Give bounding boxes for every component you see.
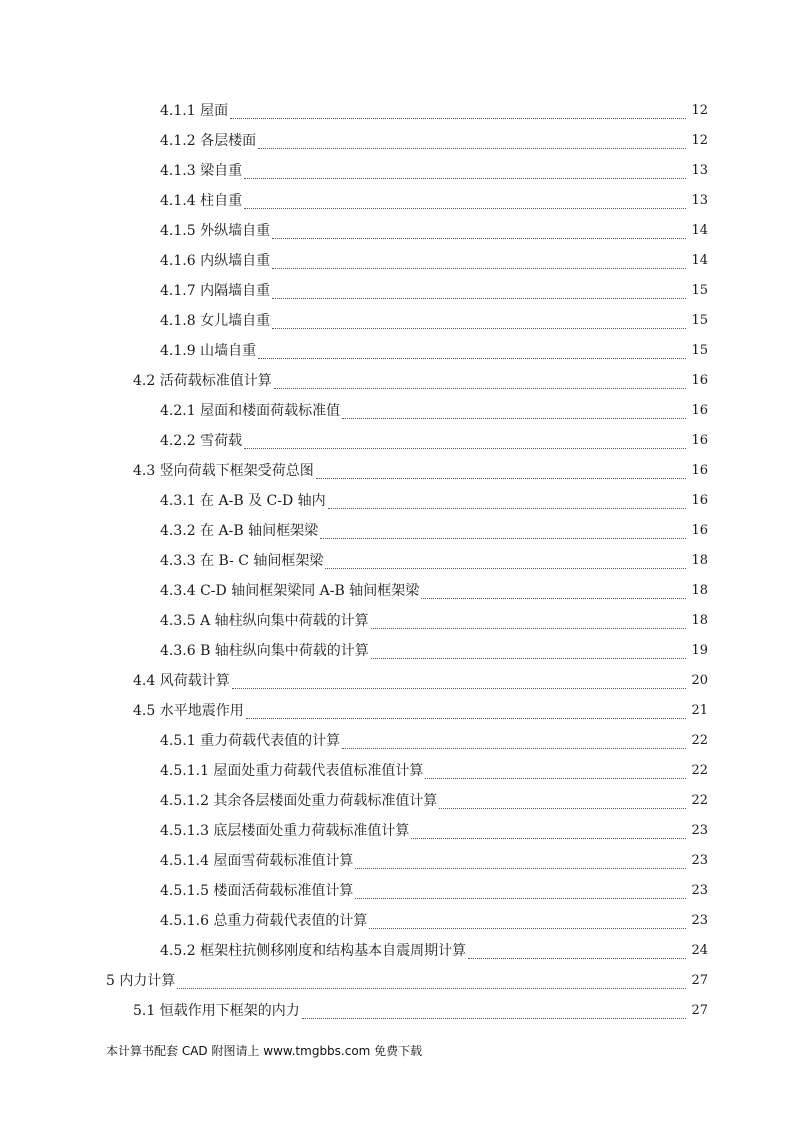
toc-entry-page-number: 22 xyxy=(691,733,708,748)
toc-dot-leader xyxy=(369,927,686,929)
toc-entry[interactable] xyxy=(0,636,794,666)
toc-entry-label: 4.1.6 内纵墙自重 xyxy=(160,253,271,269)
toc-entry[interactable] xyxy=(0,246,794,276)
toc-entry-page-number: 13 xyxy=(691,193,708,208)
toc-entry-page-number: 24 xyxy=(691,943,708,958)
toc-entry-label: 4.3.5 A 轴柱纵向集中荷载的计算 xyxy=(160,613,369,629)
toc-entry[interactable] xyxy=(0,786,794,816)
toc-entry-label: 4.5 水平地震作用 xyxy=(133,703,244,719)
toc-entry-label: 4.2.1 屋面和楼面荷载标准值 xyxy=(160,403,341,419)
toc-dot-leader xyxy=(421,597,686,599)
toc-entry-label: 4.2 活荷载标准值计算 xyxy=(133,373,272,389)
toc-entry-page-number: 13 xyxy=(691,163,708,178)
toc-entry[interactable] xyxy=(0,966,794,996)
toc-entry-label: 4.3.6 B 轴柱纵向集中荷载的计算 xyxy=(160,643,369,659)
toc-entry-label: 4.1.3 梁自重 xyxy=(160,163,243,179)
toc-entry[interactable] xyxy=(0,126,794,156)
toc-entry-page-number: 16 xyxy=(691,373,708,388)
toc-entry-label: 4.3.2 在 A-B 轴间框架梁 xyxy=(160,523,319,539)
toc-dot-leader xyxy=(272,237,686,239)
toc-dot-leader xyxy=(355,897,686,899)
toc-dot-leader xyxy=(246,717,686,719)
toc-entry[interactable] xyxy=(0,336,794,366)
toc-entry-page-number: 12 xyxy=(691,103,708,118)
toc-entry-label: 5 内力计算 xyxy=(106,973,176,989)
toc-dot-leader xyxy=(232,687,686,689)
toc-entry-label: 4.1.1 屋面 xyxy=(160,103,229,119)
toc-entry[interactable] xyxy=(0,276,794,306)
toc-entry[interactable] xyxy=(0,996,794,1026)
toc-entry-label: 4.1.5 外纵墙自重 xyxy=(160,223,271,239)
toc-entry-label: 4.3 竖向荷载下框架受荷总图 xyxy=(133,463,314,479)
toc-dot-leader xyxy=(258,147,686,149)
toc-entry-label: 4.5.1.3 底层楼面处重力荷载标准值计算 xyxy=(160,823,410,839)
toc-dot-leader xyxy=(439,807,686,809)
toc-dot-leader xyxy=(244,447,686,449)
toc-entry[interactable] xyxy=(0,756,794,786)
toc-dot-leader xyxy=(272,297,686,299)
toc-entry-page-number: 20 xyxy=(691,673,708,688)
toc-entry-page-number: 27 xyxy=(691,973,708,988)
toc-dot-leader xyxy=(258,357,686,359)
toc-entry[interactable] xyxy=(0,216,794,246)
toc-entry-page-number: 27 xyxy=(691,1003,708,1018)
toc-dot-leader xyxy=(325,567,686,569)
toc-entry-page-number: 23 xyxy=(691,913,708,928)
toc-entry-page-number: 18 xyxy=(691,583,708,598)
toc-entry-label: 4.5.1 重力荷载代表值的计算 xyxy=(160,733,341,749)
toc-entry-label: 4.1.7 内隔墙自重 xyxy=(160,283,271,299)
footer-note: 本计算书配套 CAD 附图请上 www.tmgbbs.com 免费下载 xyxy=(106,1044,423,1058)
toc-dot-leader xyxy=(274,387,686,389)
toc-entry[interactable] xyxy=(0,546,794,576)
toc-entry-label: 4.5.1.6 总重力荷载代表值的计算 xyxy=(160,913,368,929)
toc-entry-page-number: 21 xyxy=(691,703,708,718)
toc-entry[interactable] xyxy=(0,696,794,726)
toc-entry[interactable] xyxy=(0,96,794,126)
toc-dot-leader xyxy=(320,537,686,539)
toc-entry[interactable] xyxy=(0,516,794,546)
toc-dot-leader xyxy=(371,657,686,659)
toc-entry[interactable] xyxy=(0,876,794,906)
toc-entry[interactable] xyxy=(0,486,794,516)
toc-entry[interactable] xyxy=(0,186,794,216)
toc-entry[interactable] xyxy=(0,906,794,936)
toc-entry-label: 4.4 风荷载计算 xyxy=(133,673,230,689)
toc-entry-label: 4.5.1.4 屋面雪荷载标准值计算 xyxy=(160,853,354,869)
toc-dot-leader xyxy=(328,507,686,509)
toc-entry-page-number: 14 xyxy=(691,223,708,238)
toc-entry[interactable] xyxy=(0,666,794,696)
toc-entry-page-number: 18 xyxy=(691,553,708,568)
toc-entry-label: 4.1.8 女儿墙自重 xyxy=(160,313,271,329)
toc-entry-label: 4.1.4 柱自重 xyxy=(160,193,243,209)
toc-dot-leader xyxy=(342,417,686,419)
toc-dot-leader xyxy=(371,627,686,629)
toc-entry-label: 4.3.4 C-D 轴间框架梁同 A-B 轴间框架梁 xyxy=(160,583,420,599)
toc-dot-leader xyxy=(244,177,686,179)
toc-entry-page-number: 16 xyxy=(691,463,708,478)
toc-entry-page-number: 23 xyxy=(691,823,708,838)
toc-entry-page-number: 14 xyxy=(691,253,708,268)
toc-dot-leader xyxy=(272,267,686,269)
toc-entry[interactable] xyxy=(0,396,794,426)
toc-dot-leader xyxy=(302,1017,686,1019)
toc-entry-page-number: 23 xyxy=(691,883,708,898)
toc-entry-page-number: 18 xyxy=(691,613,708,628)
toc-entry-page-number: 12 xyxy=(691,133,708,148)
toc-dot-leader xyxy=(177,987,686,989)
toc-entry-label: 4.3.1 在 A-B 及 C-D 轴内 xyxy=(160,493,326,509)
toc-entry[interactable] xyxy=(0,306,794,336)
toc-entry-page-number: 16 xyxy=(691,493,708,508)
toc-dot-leader xyxy=(425,777,686,779)
toc-dot-leader xyxy=(468,957,686,959)
toc-entry-page-number: 16 xyxy=(691,403,708,418)
toc-entry-page-number: 15 xyxy=(691,343,708,358)
toc-entry-label: 4.5.1.5 楼面活荷载标准值计算 xyxy=(160,883,354,899)
table-of-contents xyxy=(0,96,794,1026)
toc-entry-page-number: 22 xyxy=(691,763,708,778)
toc-entry[interactable] xyxy=(0,366,794,396)
toc-entry-page-number: 19 xyxy=(691,643,708,658)
toc-entry[interactable] xyxy=(0,936,794,966)
toc-entry-page-number: 15 xyxy=(691,283,708,298)
toc-entry-label: 4.3.3 在 B- C 轴间框架梁 xyxy=(160,553,324,569)
toc-entry[interactable] xyxy=(0,816,794,846)
toc-entry-page-number: 16 xyxy=(691,433,708,448)
toc-entry[interactable] xyxy=(0,606,794,636)
toc-dot-leader xyxy=(244,207,686,209)
toc-entry-label: 4.1.9 山墙自重 xyxy=(160,343,257,359)
toc-entry-page-number: 16 xyxy=(691,523,708,538)
toc-entry[interactable] xyxy=(0,846,794,876)
toc-entry-page-number: 22 xyxy=(691,793,708,808)
toc-entry[interactable] xyxy=(0,426,794,456)
toc-dot-leader xyxy=(230,117,686,119)
toc-entry-label: 4.5.2 框架柱抗侧移刚度和结构基本自震周期计算 xyxy=(160,943,467,959)
toc-dot-leader xyxy=(342,747,686,749)
toc-dot-leader xyxy=(355,867,686,869)
toc-entry[interactable] xyxy=(0,726,794,756)
toc-dot-leader xyxy=(272,327,686,329)
toc-dot-leader xyxy=(316,477,686,479)
toc-entry-page-number: 23 xyxy=(691,853,708,868)
toc-entry-label: 5.1 恒载作用下框架的内力 xyxy=(133,1003,300,1019)
toc-entry-label: 4.1.2 各层楼面 xyxy=(160,133,257,149)
toc-entry[interactable] xyxy=(0,456,794,486)
toc-entry[interactable] xyxy=(0,156,794,186)
toc-entry[interactable] xyxy=(0,576,794,606)
toc-entry-page-number: 15 xyxy=(691,313,708,328)
toc-dot-leader xyxy=(411,837,686,839)
toc-entry-label: 4.5.1.1 屋面处重力荷载代表值标准值计算 xyxy=(160,763,424,779)
toc-entry-label: 4.2.2 雪荷载 xyxy=(160,433,243,449)
toc-entry-label: 4.5.1.2 其余各层楼面处重力荷载标准值计算 xyxy=(160,793,438,809)
